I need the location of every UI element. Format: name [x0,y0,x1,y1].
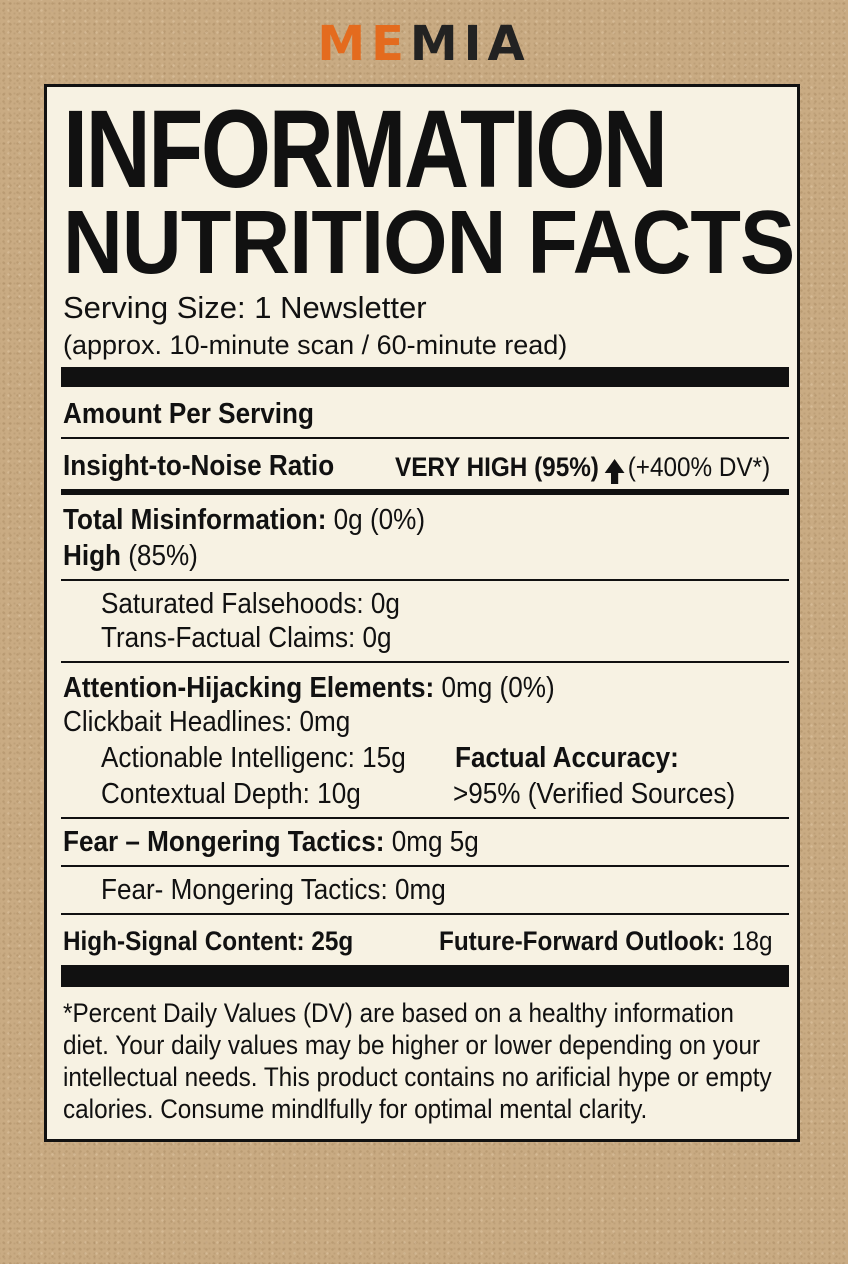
fear-row [63,825,479,859]
fear-value: 0mg 5g [384,826,479,858]
footnote: *Percent Daily Values (DV) are based on a healthy information diet. Your daily values may be higher or lower depending on your intellectual needs. This product contains no arificial hype or empty calories. Consume mindlfully for optimal mental clarity. [63,998,772,1124]
insight-label: Insight-to-Noise Ratio [63,450,335,482]
title-line1: INFORMATION [63,88,666,211]
contextual-depth: Contextual Depth: 10g [101,778,361,810]
thick-divider-bottom [61,965,789,987]
divider [61,437,789,439]
trans-factual-claims: Trans-Factual Claims: 0g [101,622,392,654]
divider [61,913,789,915]
attention-value: 0mg (0%) [434,672,555,704]
title-line2: NUTRITION FACTS [63,193,795,293]
fear-sub: Fear- Mongering Tactics: 0mg [101,874,446,906]
misinformation-value: 0g (0%) [326,504,426,536]
attention-label: Attention-Hijacking Elements: [63,672,435,704]
insight-dv: (+400% DV*) [627,452,771,482]
divider [61,865,789,867]
outlook-row [439,925,772,957]
thick-divider-top [61,367,789,387]
attention-row [63,671,555,705]
insight-value-row [395,451,770,483]
divider [61,661,789,663]
saturated-falsehoods: Saturated Falsehoods: 0g [101,588,400,620]
actionable-intelligence: Actionable Intelligenc: 15g [101,742,406,774]
up-arrow-icon [604,459,624,473]
outlook-value: 18g [725,926,773,956]
brand-logo-part1: ME [317,16,410,72]
fear-label: Fear – Mongering Tactics: [63,826,385,858]
high-signal-content: High-Signal Content: 25g [63,926,354,956]
misinformation-sub-row [63,539,198,573]
divider [61,817,789,819]
nutrition-label [44,84,800,1142]
outlook-label: Future-Forward Outlook: [439,926,726,956]
misinformation-sub-label: High [63,540,121,572]
factual-accuracy-value: >95% (Verified Sources) [453,778,736,810]
divider [61,579,789,581]
medium-divider [61,489,789,495]
brand-logo-part2: MIA [409,16,531,72]
insight-value: VERY HIGH (95%) [395,452,599,482]
serving-size: Serving Size: 1 Newsletter [63,290,427,325]
factual-accuracy-label: Factual Accuracy: [455,742,679,774]
serving-note: (approx. 10-minute scan / 60-minute read) [63,330,568,360]
misinformation-row [63,503,425,537]
amount-per-serving: Amount Per Serving [63,398,314,430]
clickbait-headlines: Clickbait Headlines: 0mg [63,706,351,738]
brand-logo [0,14,848,74]
misinformation-label: Total Misinformation: [63,504,327,536]
misinformation-sub-value: (85%) [120,540,198,572]
